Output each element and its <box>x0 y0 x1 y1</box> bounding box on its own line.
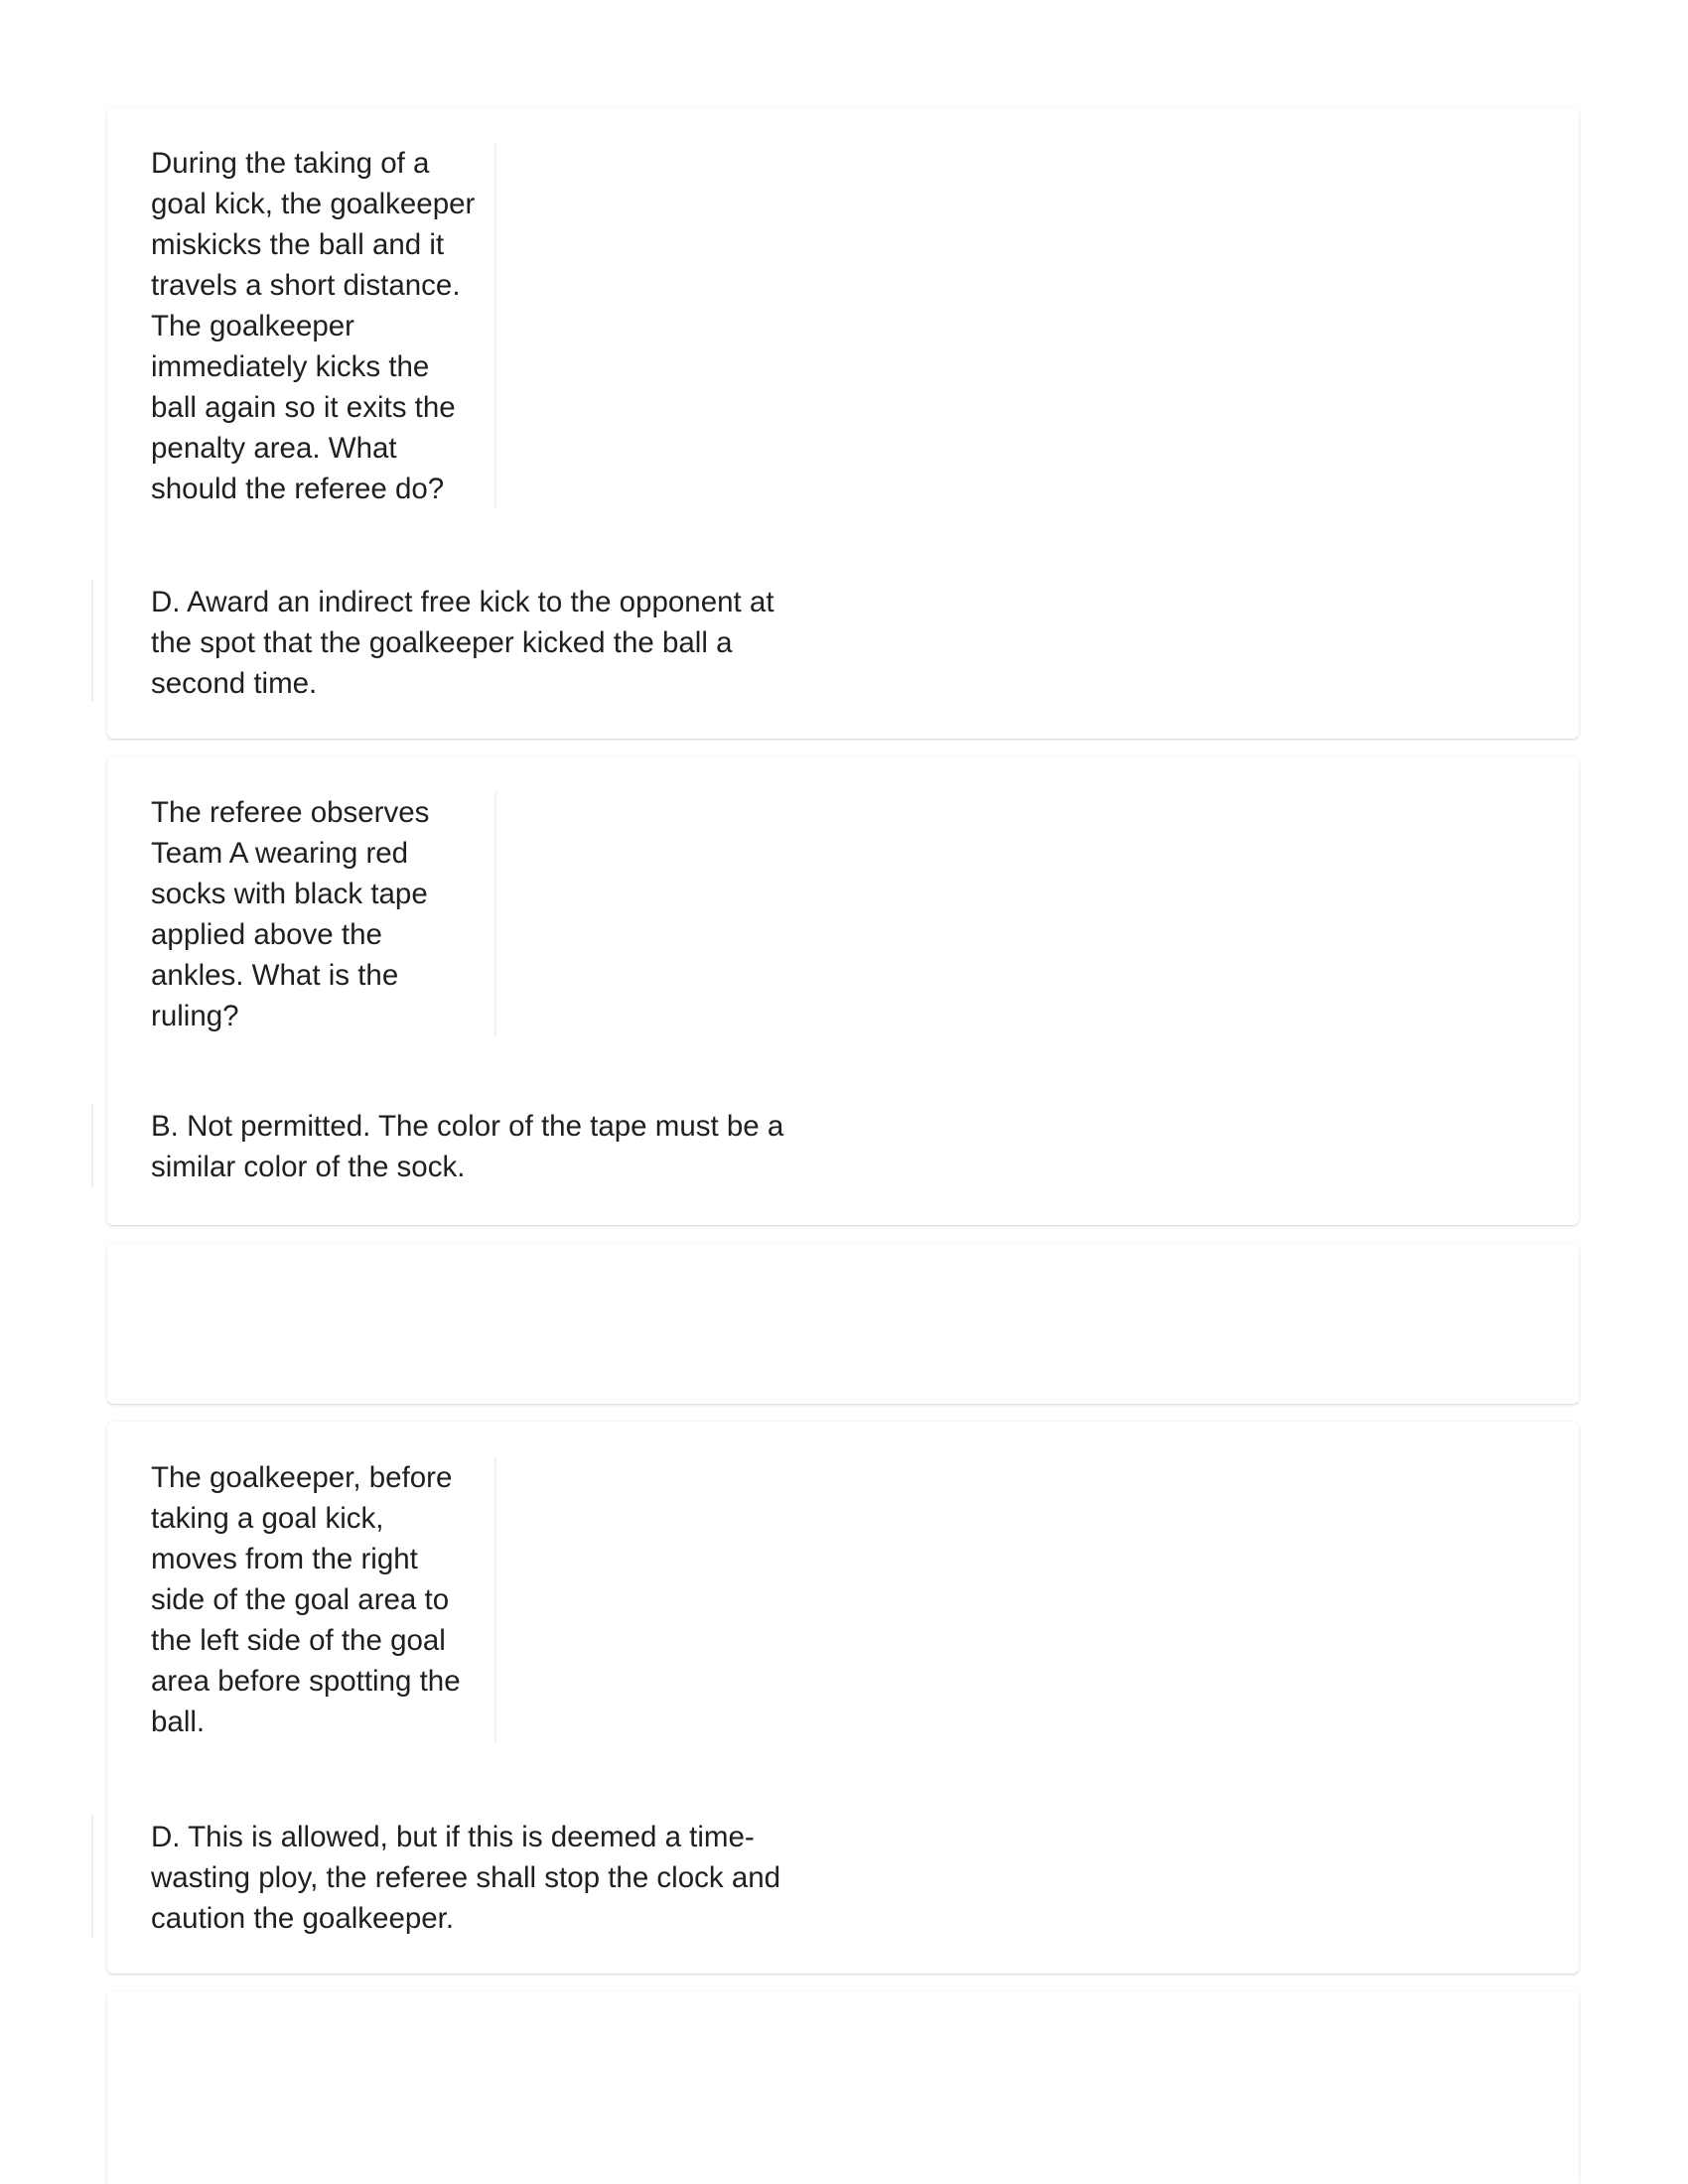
answer-text: D. This is allowed, but if this is deemed a time- wasting ploy, the referee shall stop the clock and caution the goalkeeper. <box>151 1821 781 1935</box>
answer-divider <box>91 580 93 701</box>
question-text: During the taking of a goal kick, the goalkeeper miskicks the ball and it travels a short distance. The goalkeeper immediately kicks the ball again so it exits the penalty area. What should the referee do? <box>151 143 496 509</box>
question-text: The referee observes Team A wearing red socks with black tape applied above the ankles. What is the ruling? <box>151 792 496 1036</box>
flashcard[interactable] <box>107 756 1579 1225</box>
question-text: The goalkeeper, before taking a goal kick, moves from the right side of the goal area to the left side of the goal area before spotting the ball. <box>151 1457 496 1742</box>
flashcard[interactable] <box>107 1422 1579 1974</box>
flashcard-partial[interactable] <box>107 1991 1579 2184</box>
answer-divider <box>91 1104 93 1187</box>
answer-divider <box>91 1815 93 1938</box>
answer-text: B. Not permitted. The color of the tape must be a similar color of the sock. <box>151 1110 784 1183</box>
answer-text: D. Award an indirect free kick to the opponent at the spot that the goalkeeper kicked the ball a second time. <box>151 586 774 700</box>
flashcard[interactable] <box>107 107 1579 739</box>
flashcard-empty[interactable] <box>107 1243 1579 1404</box>
